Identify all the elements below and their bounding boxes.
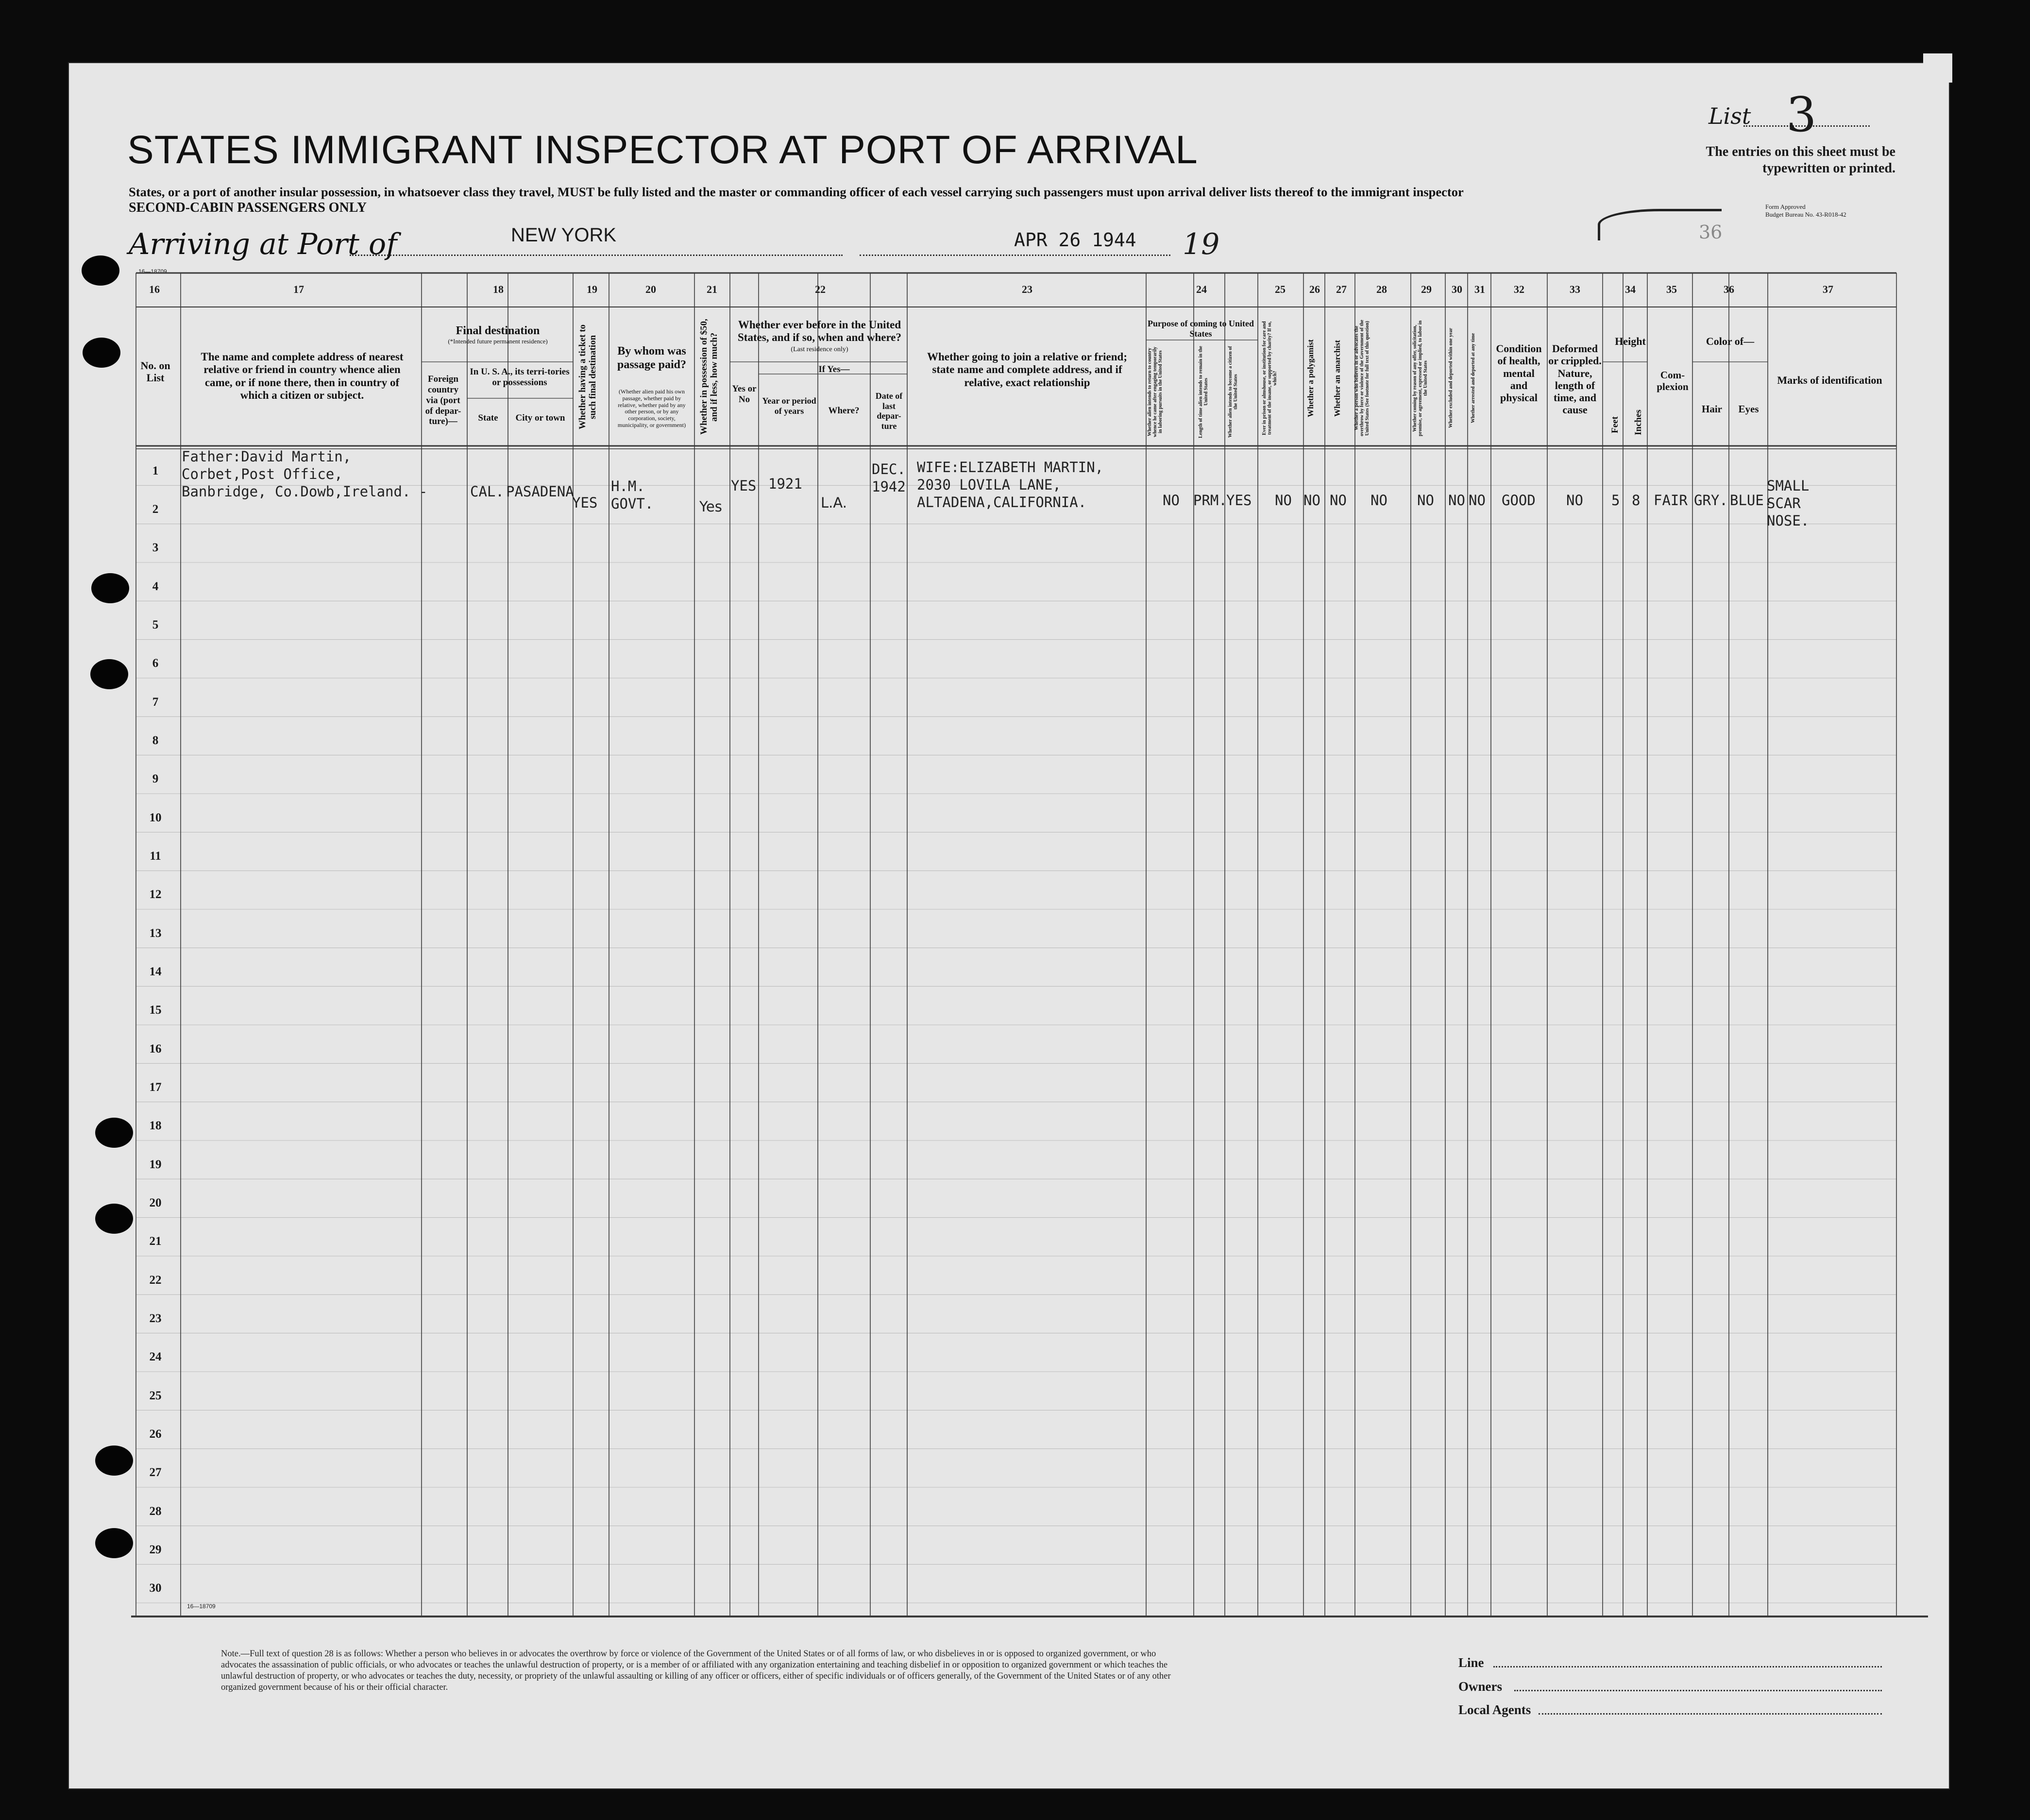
col-number: 36 bbox=[1724, 283, 1734, 295]
header-inches: Inches bbox=[1633, 409, 1643, 436]
row-number: 14 bbox=[149, 965, 162, 979]
row-number: 20 bbox=[149, 1196, 162, 1210]
entry-q31: NO bbox=[1469, 492, 1486, 509]
header-city: City or town bbox=[515, 413, 565, 423]
col-number: 20 bbox=[645, 283, 656, 295]
header-where: Where? bbox=[828, 406, 860, 416]
col-number: 19 bbox=[587, 283, 597, 295]
header-fifty: Whether in possession of $50, and if less, how much? bbox=[699, 319, 719, 435]
col-number: 32 bbox=[1514, 283, 1524, 295]
header-color: Color of— bbox=[1706, 335, 1755, 347]
header-yes-no: Yes or No bbox=[732, 384, 757, 405]
year-prefix: 19 bbox=[1183, 227, 1220, 261]
header-join-relative: Whether going to join a relative or friend; state name and complete address, and if relative, exact relationship bbox=[927, 351, 1128, 389]
header-foreign-country: Foreign country via (port of depar-ture)— bbox=[425, 374, 461, 427]
header-q28: Whether a person who believes in or advocates the overthrow by force or violence of the Government of the United States (See footnote for full text of this question) bbox=[1354, 320, 1370, 437]
entry-join: WIFE:ELIZABETH MARTIN, 2030 LOVILA LANE, ALTADENA,CALIFORNIA. bbox=[917, 459, 1104, 510]
entry-length: PRM. bbox=[1193, 492, 1227, 509]
col-number: 33 bbox=[1570, 283, 1580, 295]
header-purpose-length: Length of time alien intends to remain in the United States bbox=[1198, 346, 1209, 438]
form-code-top: 16—18709 bbox=[138, 268, 167, 275]
list-label: List bbox=[1709, 103, 1751, 129]
col-number: 30 bbox=[1452, 283, 1462, 295]
entry-prison: NO bbox=[1275, 492, 1292, 509]
faint-number: 36 bbox=[1699, 221, 1723, 243]
footnote-q28: Note.—Full text of question 28 is as follows: Whether a person who believes in or advocates the overthrow by force or violence of the Government of the United States or of all forms of law, or who disbelieves in or is opposed to organized government, or who advocates the assassination of public officials, or who advocates or teaches the unlawful destruction of property, or is a member of or affiliated with any organization entertaining and teaching disbelief in or opposition to organized government or which teaches the unlawful destruction of property, or who advocates or teaches the duty, necessity, or propriety of the unlawful assaulting or killing of any officer or officers, either of specific individuals or of officers generally, of the Government of the United States or of any other organized government because of his or their official character. bbox=[221, 1649, 1171, 1692]
header-final-destination: Final destination bbox=[456, 324, 540, 337]
header-feet: Feet bbox=[1610, 416, 1620, 434]
col-number: 37 bbox=[1823, 283, 1833, 295]
row-number: 28 bbox=[149, 1504, 162, 1518]
row-number: 19 bbox=[149, 1157, 162, 1171]
header-marks: Marks of identification bbox=[1777, 374, 1882, 386]
col-number: 17 bbox=[293, 283, 304, 295]
list-number: 3 bbox=[1786, 87, 1817, 143]
entry-where: L.A. bbox=[821, 494, 847, 511]
header-ticket: Whether having a ticket to such final destination bbox=[577, 324, 598, 430]
entry-q30: NO bbox=[1448, 492, 1465, 509]
entry-fifty: Yes bbox=[699, 498, 722, 515]
row-number: 30 bbox=[149, 1582, 162, 1595]
class-line: SECOND-CABIN PASSENGERS ONLY bbox=[129, 200, 367, 215]
row-number: 3 bbox=[152, 541, 159, 555]
row-number: 21 bbox=[149, 1235, 162, 1248]
entry-relative: Father:David Martin, Corbet,Post Office, Banbridge, Co.Dowb,Ireland. - bbox=[182, 448, 428, 500]
entry-health: GOOD bbox=[1502, 492, 1536, 509]
entry-eyes: BLUE. bbox=[1730, 492, 1773, 509]
entry-year: 1921 bbox=[768, 476, 802, 492]
entry-complexion: FAIR bbox=[1654, 492, 1688, 509]
row-number: 1 bbox=[152, 464, 159, 477]
header-in-usa: In U. S. A., its terri-tories or possessions bbox=[470, 367, 570, 388]
entry-deformed: NO bbox=[1566, 492, 1583, 509]
row-number: 7 bbox=[152, 695, 159, 709]
row-number: 8 bbox=[152, 734, 159, 748]
col-number: 28 bbox=[1376, 283, 1387, 295]
header-q29: Whether coming by reason of any offer, solicitation, promise, or agreement, expressed or implied, to labor in the United States bbox=[1412, 320, 1428, 436]
header-relative: The name and complete address of nearest relative or friend in country whence alien came, or if none there, then in country of which a citizen or subject. bbox=[201, 351, 404, 402]
entry-q28: NO bbox=[1370, 492, 1387, 509]
entry-city: PASADENA bbox=[506, 483, 574, 500]
port-value: NEW YORK bbox=[511, 224, 617, 246]
row-number: 9 bbox=[152, 772, 159, 786]
col-number: 16 bbox=[149, 283, 160, 295]
owners-field bbox=[1514, 1690, 1882, 1691]
header-passage-paid: By whom was passage paid? bbox=[617, 345, 687, 371]
row-number: 5 bbox=[152, 618, 159, 632]
arriving-label: Arriving at Port of bbox=[129, 227, 397, 261]
header-deformed: Deformed or crippled. Nature, length of time, and cause bbox=[1548, 342, 1602, 416]
header-year: Year or period of years bbox=[762, 396, 816, 416]
header-date-departure: Date of last depar-ture bbox=[875, 391, 903, 431]
row-number: 17 bbox=[149, 1081, 162, 1094]
col-number: 21 bbox=[707, 283, 717, 295]
entry-q29: NO bbox=[1417, 492, 1434, 509]
header-q31: Whether arrested and deported at any time bbox=[1471, 333, 1476, 424]
entry-return: NO bbox=[1163, 492, 1180, 509]
header-prison: Ever in prison or almshouse, or institution for care and treatment of the insane, or supported by charity? If so, which? bbox=[1262, 321, 1278, 435]
row-number: 12 bbox=[149, 888, 162, 901]
local-agents-label: Local Agents bbox=[1458, 1702, 1531, 1717]
entry-paid-by: H.M. GOVT. bbox=[611, 478, 654, 512]
col-number: 29 bbox=[1421, 283, 1432, 295]
entry-feet: 5 bbox=[1611, 492, 1620, 509]
row-number: 25 bbox=[149, 1389, 162, 1402]
row-number: 26 bbox=[149, 1428, 162, 1441]
page-title: STATES IMMIGRANT INSPECTOR AT PORT OF ARRIVAL bbox=[127, 128, 1198, 172]
entry-before-yes: YES bbox=[731, 477, 757, 494]
col-number: 23 bbox=[1022, 283, 1032, 295]
header-before-in-us: Whether ever before in the United States, and if so, when and where? bbox=[738, 319, 901, 344]
row-number: 29 bbox=[149, 1543, 162, 1557]
header-if-yes: If Yes— bbox=[818, 364, 850, 374]
col-number: 35 bbox=[1666, 283, 1677, 295]
row-number: 18 bbox=[149, 1119, 162, 1133]
row-number: 23 bbox=[149, 1312, 162, 1326]
header-anarchist: Whether an anarchist bbox=[1333, 340, 1342, 417]
agents-field bbox=[1539, 1713, 1882, 1715]
header-before-in-us-sub: (Last residence only) bbox=[791, 346, 848, 353]
col-number: 24 bbox=[1196, 283, 1207, 295]
header-q30: Whether excluded and deported within one year bbox=[1448, 328, 1454, 428]
arrival-date: APR 26 1944 bbox=[1014, 229, 1136, 251]
header-purpose-return: Whether alien intends to return to country whence he came after engaging temporarily in laboring pursuits in the United States bbox=[1147, 346, 1163, 438]
line-label: Line bbox=[1458, 1655, 1484, 1670]
form-approved-line1: Form Approved bbox=[1765, 203, 1806, 210]
col-number: 22 bbox=[815, 283, 826, 295]
header-complexion: Com-plexion bbox=[1657, 369, 1689, 393]
entry-marks: SMALL SCAR NOSE. bbox=[1767, 477, 1810, 529]
row-number: 13 bbox=[149, 926, 162, 940]
row-number: 4 bbox=[152, 579, 159, 593]
header-purpose-citizen: Whether alien intends to become a citizen of the United States bbox=[1228, 346, 1238, 438]
col-number: 18 bbox=[493, 283, 504, 295]
header-polygamist: Whether a polygamist bbox=[1306, 339, 1315, 417]
header-state: State bbox=[478, 413, 498, 423]
entry-citizen: YES bbox=[1226, 492, 1252, 509]
entry-ticket: YES bbox=[572, 494, 598, 511]
entry-anarchist: NO bbox=[1330, 492, 1347, 509]
line-field bbox=[1493, 1666, 1882, 1667]
entry-departure: DEC. 1942 bbox=[872, 461, 906, 495]
col-number: 34 bbox=[1625, 283, 1636, 295]
header-purpose: Purpose of coming to United States bbox=[1148, 319, 1254, 339]
col-number: 27 bbox=[1336, 283, 1347, 295]
header-height: Height bbox=[1615, 335, 1646, 347]
form-approved-line2: Budget Bureau No. 43-R018-42 bbox=[1765, 211, 1846, 218]
entry-inches: 8 bbox=[1632, 492, 1641, 509]
row-number: 10 bbox=[149, 811, 162, 824]
header-final-destination-sub: (*Intended future permanent residence) bbox=[448, 338, 548, 345]
header-hair: Hair bbox=[1702, 403, 1722, 415]
header-health: Condition of health, mental and physical bbox=[1496, 342, 1542, 404]
col-number: 26 bbox=[1309, 283, 1320, 295]
row-number: 22 bbox=[149, 1273, 162, 1287]
col-number: 25 bbox=[1275, 283, 1286, 295]
header-passage-paid-sub: (Whether alien paid his own passage, whether paid by relative, whether paid by any other person, or by any corporation, society, municipality, or government) bbox=[617, 388, 686, 428]
entry-state: CAL. bbox=[470, 483, 504, 500]
row-number: 2 bbox=[152, 503, 159, 516]
typewritten-note: The entries on this sheet must be typewritten or printed. bbox=[1706, 144, 1895, 176]
row-number: 6 bbox=[152, 657, 159, 670]
instructions-text: States, or a port of another insular possession, in whatsoever class they travel, MUST be fully listed and the master or commanding officer of each vessel carrying such passengers must upon arrival deliver lists thereof to the immigrant inspector bbox=[129, 185, 1464, 199]
header-eyes: Eyes bbox=[1738, 403, 1759, 415]
row-number: 11 bbox=[150, 850, 161, 863]
form-code-bottom: 16—18709 bbox=[187, 1603, 216, 1610]
row-number: 27 bbox=[149, 1466, 162, 1480]
owners-label: Owners bbox=[1458, 1679, 1502, 1694]
col-number: 31 bbox=[1474, 283, 1485, 295]
row-number: 16 bbox=[149, 1042, 162, 1055]
entry-hair: GRY. bbox=[1694, 492, 1728, 509]
row-number: 24 bbox=[149, 1350, 162, 1364]
row-number: 15 bbox=[149, 1004, 162, 1017]
entry-polygamist: NO bbox=[1303, 492, 1320, 509]
header-no-on-list: No. on List bbox=[140, 359, 170, 384]
